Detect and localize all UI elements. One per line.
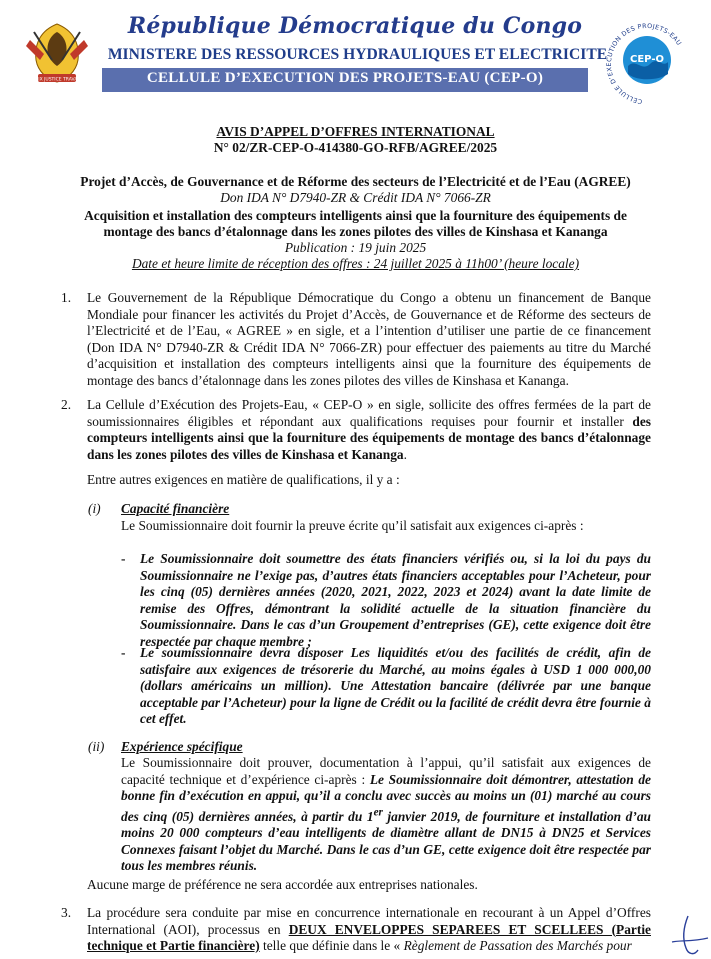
- requirement-number: (ii): [88, 739, 105, 754]
- bullet-mark: -: [121, 551, 126, 566]
- paragraph-1: Le Gouvernement de la République Démocratique du Congo a obtenu un financement de Banque Mondiale pour financer les activités du Projet d’Accès, de Gouvernance et de Réforme des secteurs de l’Electricité et de l’Eau, « AGREE » en sigle, et a l’intention d’utiliser une partie de ce financement (Don IDA N° D7940-ZR & Crédit IDA N° 7066-ZR) pour effectuer des paiements au titre du Marché d’acquisition et installation des compteurs intelligents ainsi que la fourniture des équipements de montage des bancs d’étalonnage dans les zones pilotes des villes de Kinshasa et Kananga.: [87, 290, 651, 388]
- cepo-logo-icon: [602, 18, 692, 104]
- notice-title: AVIS D’APPEL D’OFFRES INTERNATIONAL: [216, 124, 495, 139]
- requirement-text: Le Soumissionnaire doit fournir la preuve écrite qu’il satisfait aux exigences ci-après :: [121, 518, 584, 533]
- paragraph-number: 2.: [61, 397, 72, 412]
- subject-line-2: montage des bancs d’étalonnage dans les zones pilotes des villes de Kinshasa et Kananga: [103, 224, 608, 239]
- requirement-title: Capacité financière: [121, 501, 230, 516]
- bullet-mark: -: [121, 645, 126, 660]
- requirement-bullet: Le Soumissionnaire doit soumettre des états financiers vérifiés ou, si la loi du pays du Soumissionnaire ne l’exige pas, d’autres états financiers acceptables pour l’Acheteur, pour les cinq (05) dernières années (2020, 2021, 2022, 2023 et 2024) avant la date limite de remise des Offres, démontrant la solidité actuelle de la situation financière du Soumissionnaire. Dans le cas d’un Groupement d’entreprises (GE), cette exigence doit être respectée par chaque membre ;: [140, 551, 651, 649]
- paragraph-2: La Cellule d’Exécution des Projets-Eau, « CEP-O » en sigle, sollicite des offres fermées de la part de soumissionnaires éligibles et répondant aux qualifications requises pour fournir et installer des compteurs intelligents ainsi que la fourniture des équipements de montage des bancs d’étalonnage dans les zones pilotes des villes de Kinshasa et Kananga.: [87, 397, 651, 462]
- requirement-text: Le Soumissionnaire doit prouver, documentation à l’appui, qu’il satisfait aux exigences de capacité technique et d’expérience ci-après : Le Soumissionnaire doit démontrer, attestation de bonne fin d’exécution en appui, qu’il a conclu avec succès au moins un (01) marché au cours des cinq (05) dernières années, à partir du 1er janvier 2019, de fourniture et installation d’au moins 20 000 compteurs d’eau intelligents de diamètre allant de DN15 à DN25 et Services Connexes faisant l’objet du Marché. Dans le cas d’un GE, cette exigence doit être respectée par tous les membres réunis.: [121, 755, 652, 874]
- preference-note: Aucune marge de préférence ne sera accordée aux entreprises nationales.: [87, 877, 478, 892]
- requirement-number: (i): [88, 501, 101, 516]
- letterhead: [0, 0, 711, 104]
- ministry-title: MINISTERE DES RESSOURCES HYDRAULIQUES ET ELECTRICITE: [107, 46, 608, 63]
- signature-mark-icon: [668, 912, 711, 959]
- paragraph-3: La procédure sera conduite par mise en concurrence internationale en recourant à un Appel d’Offres International (AOI), processus en DEUX ENVELOPPES SEPAREES ET SCELLEES (Partie technique et Partie financière) telle que définie dans le « Règlement de Passation des Marchés pour: [87, 905, 651, 953]
- requirement-bullet: Le soumissionnaire devra disposer Les liquidités et/ou des facilités de crédit, afin de satisfaire aux exigences de trésorerie du Marché, au moins égales à USD 1 000 000,00 (dollars américains un million). Une Attestation bancaire (délivrée par une banque acceptable par l’Acheteur) pour la ligne de Crédit ou la facilité de crédit devra être fournie à cet effet.: [140, 645, 651, 726]
- svg-text:PAIX JUSTICE TRAVAIL: PAIX JUSTICE TRAVAIL: [32, 77, 82, 83]
- submission-deadline: Date et heure limite de réception des offres : 24 juillet 2025 à 11h00’ (heure locale): [131, 256, 580, 271]
- republic-title: République Démocratique du Congo: [127, 13, 583, 39]
- notice-number: N° 02/ZR-CEP-O-414380-GO-RFB/AGREE/2025: [213, 140, 498, 155]
- funding-reference: Don IDA N° D7940-ZR & Crédit IDA N° 7066-ZR: [220, 190, 491, 205]
- paragraph-number: 3.: [61, 905, 72, 920]
- cell-title: CELLULE D’EXECUTION DES PROJETS-EAU (CEP-O): [146, 70, 544, 86]
- coat-of-arms-icon: [22, 20, 92, 86]
- svg-text:CELLULE D’EXECUTION DES PROJET: CELLULE D’EXECUTION DES PROJETS-EAU: [605, 22, 683, 104]
- paragraph-number: 1.: [61, 290, 72, 305]
- publication-date: Publication : 19 juin 2025: [284, 240, 427, 255]
- qualifications-intro: Entre autres exigences en matière de qualifications, il y a :: [87, 472, 400, 487]
- svg-text:CEP-O: CEP-O: [630, 54, 664, 65]
- subject-line-1: Acquisition et installation des compteurs intelligents ainsi que la fourniture des équipements de: [84, 208, 627, 223]
- requirement-title: Expérience spécifique: [121, 739, 243, 754]
- project-name: Projet d’Accès, de Gouvernance et de Réforme des secteurs de l’Electricité et de l’Eau (AGREE): [80, 174, 631, 189]
